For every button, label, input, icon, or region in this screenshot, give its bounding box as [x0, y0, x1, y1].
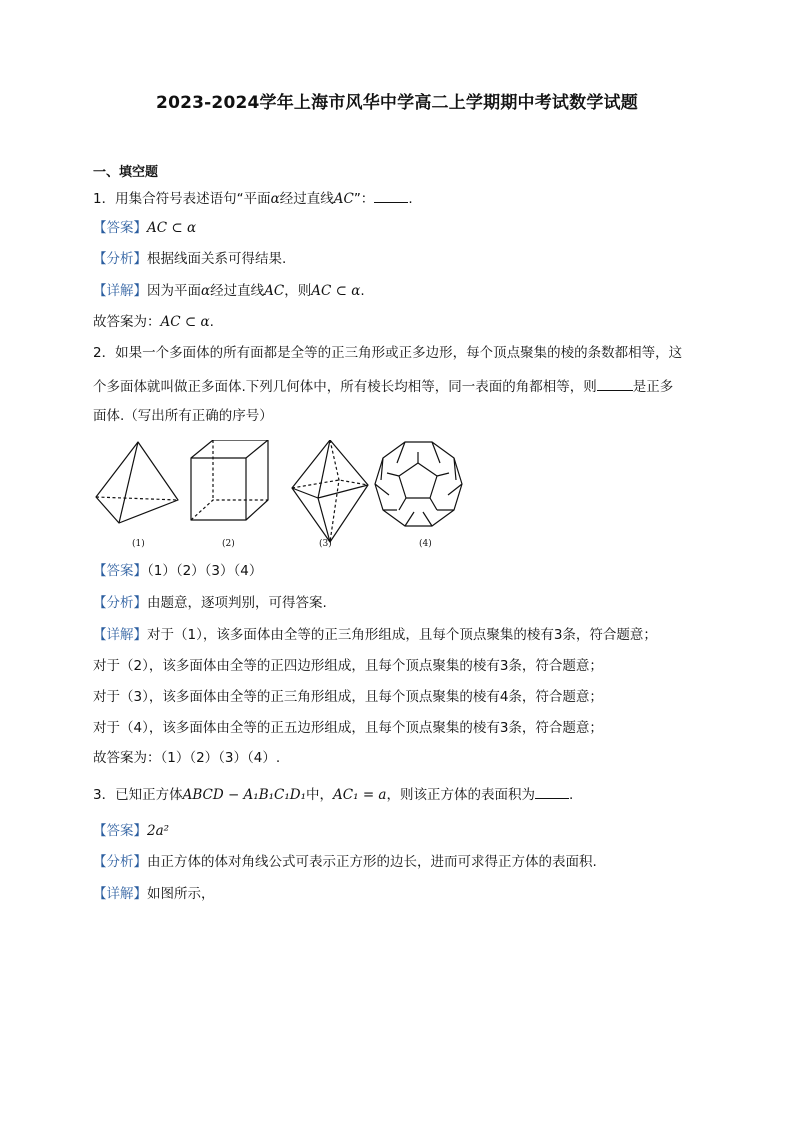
detail-tag: 【详解】 [93, 283, 147, 299]
q1-alpha: α [270, 191, 280, 207]
q1-analysis-line [93, 250, 286, 268]
q3-cube: ABCD − A₁B₁C₁D₁ [182, 787, 307, 803]
analysis-tag: 【分析】 [93, 595, 147, 611]
question-1 [93, 189, 413, 208]
q1-final-value: AC ⊂ α [160, 314, 210, 330]
q2-answer: （1）（2）（3）（4） [147, 563, 263, 579]
analysis-tag: 【分析】 [93, 251, 147, 267]
q2-line-2-text: 个多面体就叫做正多面体.下列几何体中，所有棱长均相等，同一表面的角都相等，则 [93, 379, 597, 395]
octahedron-figure [292, 440, 368, 542]
q3-condition: AC₁ = a [333, 787, 387, 803]
answer-tag: 【答案】 [93, 823, 147, 839]
answer-blank [535, 785, 569, 799]
q2-answer-line [93, 562, 262, 580]
q2-analysis-line [93, 594, 327, 612]
q2-line-2 [93, 377, 673, 396]
q1-detail-alpha: α [201, 283, 211, 299]
q3-detail-line [93, 885, 215, 903]
analysis-tag: 【分析】 [93, 854, 147, 870]
q3-answer: 2a² [147, 823, 170, 839]
q2-detail-line-1 [93, 626, 657, 644]
question-3 [93, 785, 573, 804]
answer-blank [597, 377, 633, 391]
dodecahedron-figure [375, 442, 462, 526]
q1-final-prefix: 故答案为： [93, 314, 161, 330]
q1-detail-line [93, 282, 365, 300]
q2-analysis: 由题意，逐项判别，可得答案. [147, 595, 327, 611]
q1-answer-line [93, 219, 196, 237]
answer-tag: 【答案】 [93, 220, 147, 236]
figure-label-2: (2) [222, 539, 235, 549]
section-heading: 一、填空题 [93, 165, 159, 180]
q1-detail-result: AC ⊂ α [311, 283, 361, 299]
q1-text-d: . [408, 191, 413, 207]
figure-label-4: (4) [419, 539, 432, 549]
q1-detail-d: . [360, 283, 365, 299]
q2-final-line: 故答案为：（1）（2）（3）（4）. [93, 750, 281, 766]
q3-answer-line [93, 822, 169, 840]
q3-text-a: 3．已知正方体 [93, 787, 183, 803]
polyhedra-figures [93, 440, 493, 552]
answer-tag: 【答案】 [93, 563, 147, 579]
q2-detail-line-2: 对于（2），该多面体由全等的正四边形组成，且每个顶点聚集的棱有3条，符合题意； [93, 658, 603, 674]
q1-final-end: . [209, 314, 214, 330]
q2-line-2-end: 是正多 [632, 379, 674, 395]
q1-ac: AC [333, 191, 354, 207]
q2-line-3: 面体.（写出所有正确的序号） [93, 408, 273, 424]
q2-line-1: 2．如果一个多面体的所有面都是全等的正三角形或正多边形，每个顶点聚集的棱的条数都相等，这 [93, 345, 683, 361]
cube-figure [191, 440, 268, 520]
q1-detail-b: 经过直线 [210, 283, 265, 299]
q2-detail-1: 对于（1），该多面体由全等的正三角形组成，且每个顶点聚集的棱有3条，符合题意； [147, 627, 657, 643]
q1-final-line [93, 313, 214, 331]
answer-blank [374, 189, 408, 203]
q3-analysis-line [93, 853, 597, 871]
q1-detail-ac: AC [264, 283, 285, 299]
q1-text-b: 经过直线 [279, 191, 334, 207]
detail-tag: 【详解】 [93, 627, 147, 643]
q1-detail-a: 因为平面 [147, 283, 201, 299]
q3-text-d: . [568, 787, 574, 803]
q2-detail-line-4: 对于（4），该多面体由全等的正五边形组成，且每个顶点聚集的棱有3条，符合题意； [93, 720, 603, 736]
q3-analysis: 由正方体的体对角线公式可表示正方形的边长，进而可求得正方体的表面积. [147, 854, 597, 870]
q1-text-c: ”： [353, 191, 375, 207]
figure-label-3: (3) [319, 539, 332, 549]
page-title: 2023-2024学年上海市风华中学高二上学期期中考试数学试题 [156, 93, 638, 113]
q3-detail: 如图所示， [147, 886, 215, 902]
q1-analysis: 根据线面关系可得结果. [147, 251, 287, 267]
q1-answer: AC ⊂ α [147, 220, 197, 236]
q1-detail-c: ，则 [284, 283, 312, 299]
detail-tag: 【详解】 [93, 886, 147, 902]
tetrahedron-figure [96, 442, 178, 523]
q3-text-c: ，则该正方体的表面积为 [386, 787, 535, 803]
q1-text-a: 1．用集合符号表述语句“平面 [93, 191, 271, 207]
q2-detail-line-3: 对于（3），该多面体由全等的正三角形组成，且每个顶点聚集的棱有4条，符合题意； [93, 689, 603, 705]
q3-text-b: 中， [306, 787, 334, 803]
figure-label-1: (1) [132, 539, 145, 549]
